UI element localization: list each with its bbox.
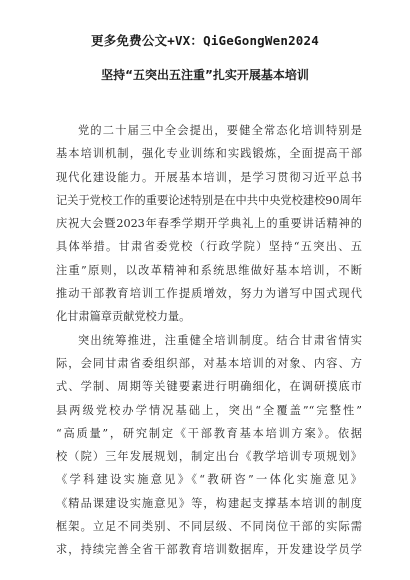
paragraph-line: 化甘肃篇章贡献党校力量。 bbox=[56, 310, 191, 324]
paragraph-line: 《学科建设实施意见》《“教研咨”一体化实施意见》 bbox=[56, 473, 362, 487]
paragraph-line: 注重”原则，以改革精神和系统思维做好基本培训，不断 bbox=[56, 263, 362, 277]
paragraph-line: 基本培训机制，强化专业训练和实践锻炼，全面提高干部 bbox=[56, 147, 362, 161]
promo-header: 更多免费公文+VX：QiGeGongWen2024 bbox=[91, 33, 319, 48]
document-title: 坚持“五突出五注重”扎实开展基本培训 bbox=[101, 68, 309, 82]
paragraph-line: 具体举措。甘肃省委党校（行政学院）坚持“五突出、五 bbox=[56, 240, 362, 254]
paragraph-line: 际，会同甘肃省委组织部，对基本培训的对象、内容、方 bbox=[56, 356, 362, 370]
paragraph-line: 庆祝大会暨2023年春季学期开学典礼上的重要讲话精神的 bbox=[56, 217, 362, 231]
paragraph-line: 校（院）三年发展规划，制定出台《教学培训专项规划》 bbox=[56, 450, 362, 464]
paragraph-line: 突出统筹推进，注重健全培训制度。结合甘肃省情实 bbox=[78, 333, 362, 347]
paragraph-line: 现代化建设能力。开展基本培训，是学习贯彻习近平总书 bbox=[56, 170, 362, 184]
paragraph-line: 式、学制、周期等关键要素进行明确细化，在调研摸底市 bbox=[56, 380, 362, 394]
paragraph-line: 党的二十届三中全会提出，要健全常态化培训特别是 bbox=[78, 124, 362, 137]
document-body bbox=[56, 119, 362, 562]
paragraph-line: 记关于党校工作的重要论述特别是在中共中央党校建校90周年 bbox=[56, 193, 362, 207]
paragraph-line: 推动干部教育培训工作提质增效，努力为谱写中国式现代 bbox=[56, 287, 362, 301]
paragraph-line: 县两级党校办学情况基础上，突出“全覆盖”“完整性” bbox=[56, 403, 362, 417]
paragraph-line: 求，持续完善全省干部教育培训数据库，开发建设学员学 bbox=[56, 543, 362, 557]
paragraph-line: 框架。立足不同类别、不同层级、不同岗位干部的实际需 bbox=[56, 520, 362, 534]
paragraph-line: 《精品课建设实施意见》等，构建起支撑基本培训的制度 bbox=[56, 496, 362, 510]
paragraph-line: “高质量”，研究制定《干部教育基本培训方案》。依据 bbox=[56, 426, 362, 440]
